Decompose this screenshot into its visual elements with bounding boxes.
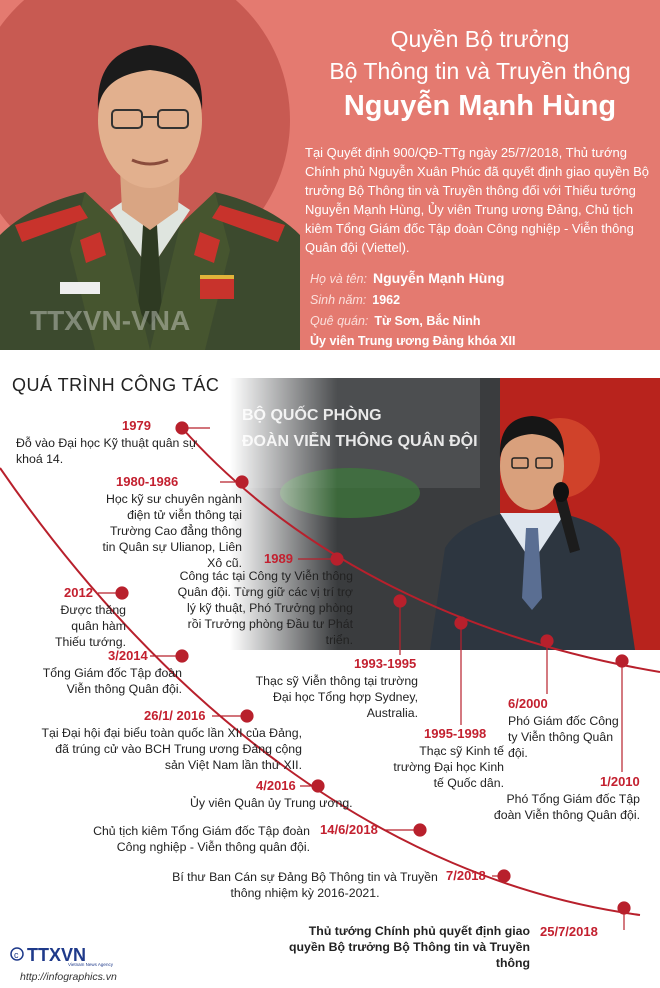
timeline-year: 4/2016	[256, 778, 296, 793]
official-name: Nguyễn Mạnh Hùng	[343, 90, 617, 122]
timeline-text: Thạc sỹ Viễn thông tại trường Đại học Tổng hợp Sydney, Australia.	[255, 674, 418, 720]
title-line2: Bộ Thông tin và Truyền thông	[329, 58, 631, 84]
bio-home-label: Quê quán:	[310, 314, 369, 328]
ttxvn-logo-text: TTXVN	[27, 945, 87, 965]
timeline-year: 1995-1998	[424, 726, 487, 741]
bio-name-label: Họ và tên:	[310, 272, 367, 286]
timeline-text: Tổng Giám đốc Tập đoàn Viễn thông Quân đội.	[42, 666, 182, 696]
svg-text:c: c	[14, 950, 19, 960]
bio-position: Ủy viên Trung ương Đảng khóa XII	[310, 334, 516, 348]
timeline-year: 14/6/2018	[320, 822, 378, 837]
timeline-text: Công tác tại Công ty Viễn thông Quân đội. Từng giữ các vị trí trợ lý kỹ thuật, Phó Trưởng phòng rồi Trưởng phòng Đầu tư Phát triển.	[177, 569, 353, 647]
bio-born-label: Sinh năm:	[310, 293, 367, 307]
timeline-year: 1989	[264, 551, 293, 566]
timeline-year: 26/1/ 2016	[144, 708, 206, 723]
timeline-text: Đỗ vào Đại học Kỹ thuật quân sự khoá 14.	[16, 436, 198, 466]
timeline-year: 25/7/2018	[540, 924, 598, 939]
ttxvn-logo	[10, 942, 120, 973]
timeline-text: Bí thư Ban Cán sự Đảng Bộ Thông tin và Truyền thông nhiệm kỳ 2016-2021.	[172, 870, 438, 900]
footer-url: http://infographics.vn	[20, 971, 117, 983]
timeline-text: Thủ tướng Chính phủ quyết định giao quyền Bộ trưởng Bộ Thông tin và Truyền thông	[288, 924, 530, 970]
timeline-text: Thạc sỹ Kinh tế trường Đại học Kinh tế Quốc dân.	[393, 744, 504, 790]
svg-text:TTXVN-VNA: TTXVN-VNA	[30, 305, 191, 336]
timeline-year: 1993-1995	[354, 656, 417, 671]
section-title: QUÁ TRÌNH CÔNG TÁC	[12, 375, 220, 395]
timeline-text: Phó Tổng Giám đốc Tập đoàn Viễn thông Quân đội.	[493, 792, 640, 822]
bio-name-value: Nguyễn Mạnh Hùng	[372, 270, 505, 286]
timeline-text: Ủy viên Quân ủy Trung ương.	[190, 796, 353, 810]
timeline-year: 1/2010	[600, 774, 640, 789]
timeline-text: Tại Đại hội đại biểu toàn quốc lần XII của Đảng, đã trúng cử vào BCH Trung ương Đảng cộng sản Việt Nam lần thứ XII.	[41, 726, 302, 772]
timeline-year: 1979	[122, 418, 151, 433]
timeline-text: Chủ tịch kiêm Tổng Giám đốc Tập đoàn Công nghiệp - Viễn thông quân đội.	[93, 824, 310, 854]
ttxvn-logo-sub: Vietnam News Agency	[68, 962, 113, 967]
timeline-text: Được thăng quân hàm Thiếu tướng.	[55, 603, 126, 649]
timeline-text: Học kỹ sư chuyên ngành điện tử viễn thông tại Trường Cao đẳng thông tin Quân sự Ulianop, Liên Xô cũ.	[102, 492, 242, 570]
timeline-year: 2012	[64, 585, 93, 600]
bio-home-value: Từ Sơn, Bắc Ninh	[374, 314, 481, 328]
timeline-year: 6/2000	[508, 696, 548, 711]
title-line1: Quyền Bộ trưởng	[390, 26, 570, 52]
timeline-year: 7/2018	[446, 868, 486, 883]
timeline-year: 1980-1986	[116, 474, 179, 489]
intro-paragraph: Tại Quyết định 900/QĐ-TTg ngày 25/7/2018, Thủ tướng Chính phủ Nguyễn Xuân Phúc đã quyết định giao quyền Bộ trưởng Bộ Thông tin và Truyền thông đối với Thiếu tướng Nguyễn Mạnh Hùng, Ủy viên Trung ương Đảng, Chủ tịch kiêm Tổng Giám đốc Tập đoàn Công nghiệp - Viễn thông Quân đội (Viettel).	[305, 145, 650, 255]
timeline-year: 3/2014	[108, 648, 148, 663]
bio-born-value: 1962	[372, 293, 401, 307]
timeline-text: Phó Giám đốc Công ty Viễn thông Quân đội.	[508, 714, 619, 760]
ttxvn-logo-mark	[10, 942, 120, 968]
